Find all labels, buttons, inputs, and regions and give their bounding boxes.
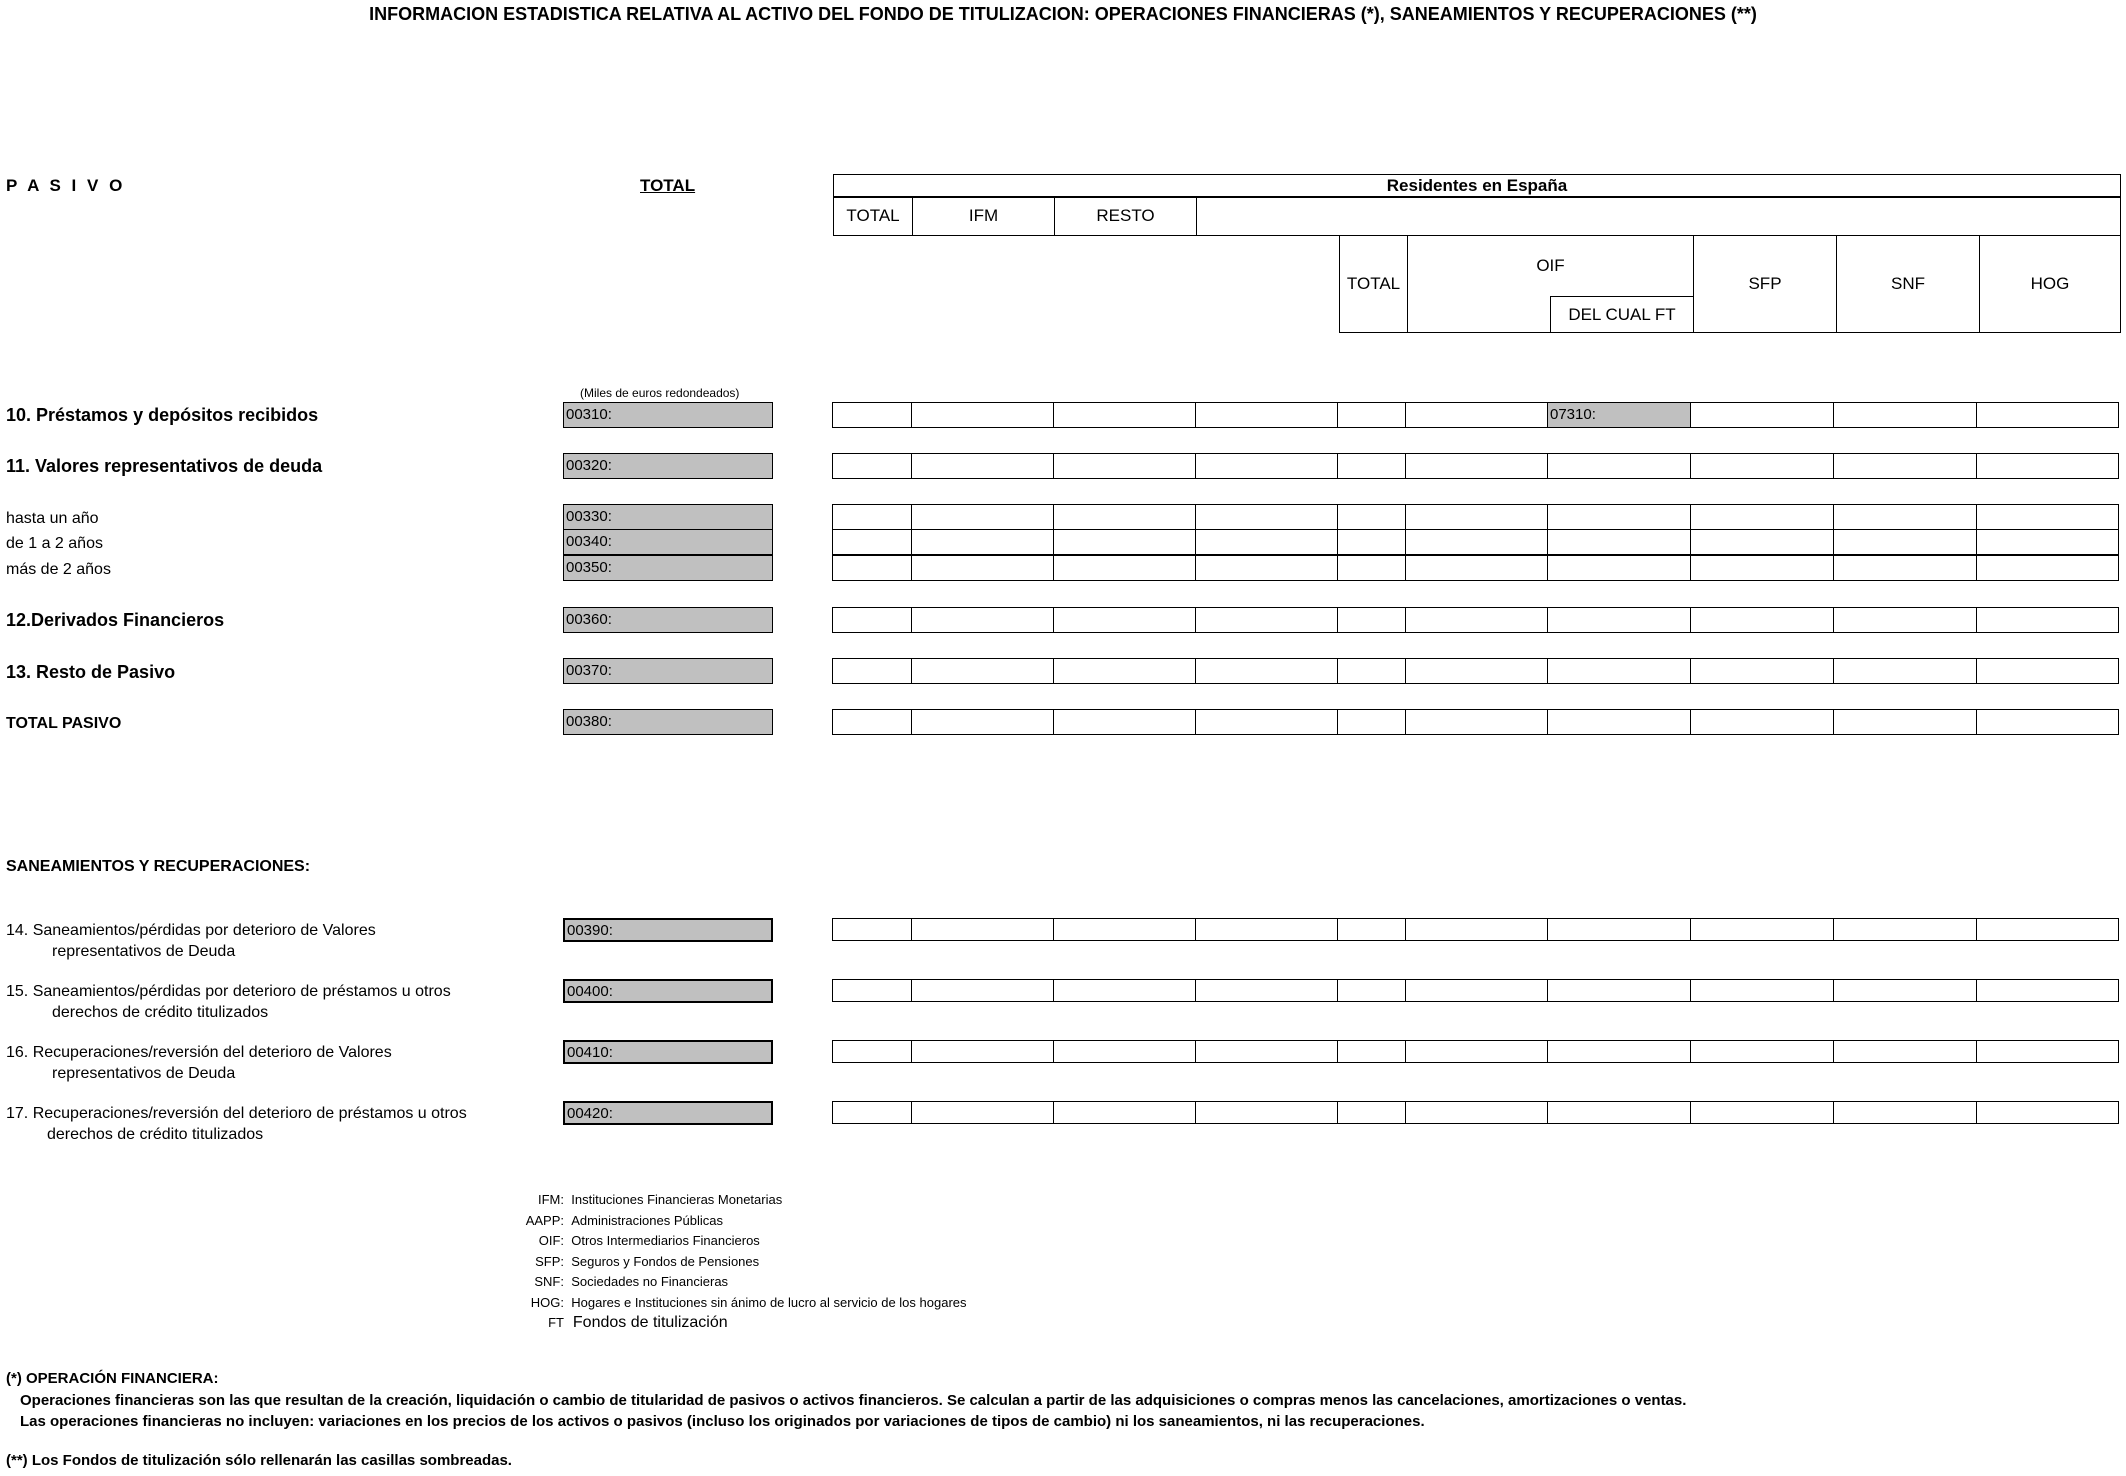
cell-del-cual-ft[interactable]	[1547, 918, 1691, 941]
san-label-400-line2: derechos de crédito titulizados	[52, 1004, 269, 1021]
cell-snf[interactable]	[1833, 918, 1977, 941]
code-field-400[interactable]: 00400:	[563, 979, 773, 1003]
cell-row-420	[833, 1101, 2119, 1124]
cell-total[interactable]	[832, 709, 912, 735]
row-label-380: TOTAL PASIVO	[6, 715, 122, 732]
cell-sfp[interactable]	[1690, 979, 1834, 1002]
san-label-410-line2: representativos de Deuda	[52, 1065, 236, 1082]
cell-resto[interactable]	[1053, 555, 1196, 581]
cell-oif[interactable]	[1405, 529, 1548, 555]
cell-sfp[interactable]	[1690, 402, 1834, 428]
cell-ifm[interactable]	[911, 1040, 1054, 1063]
footnote-op-line2: Las operaciones financieras no incluyen: variaciones en los precios de los activos o pasivos (incluso los originados por variaciones de tipos de cambio) ni los saneamientos, ni las recuperaciones.	[20, 1413, 1425, 1430]
cell-del-cual-ft[interactable]	[1547, 453, 1691, 479]
code-field-310[interactable]: 00310:	[563, 402, 773, 428]
cell-hog[interactable]	[1976, 555, 2119, 581]
cell-ifm[interactable]	[911, 529, 1054, 555]
row-label-340: de 1 a 2 años	[6, 535, 103, 552]
col-header-resto-total: TOTAL	[1339, 235, 1408, 333]
cell-row-340	[833, 529, 2119, 555]
cell-resto-total[interactable]	[1337, 504, 1406, 530]
cell-del-cual-ft[interactable]	[1547, 607, 1691, 633]
cell-snf[interactable]	[1833, 453, 1977, 479]
section-label: P A S I V O	[6, 176, 126, 195]
cell-resto-extra[interactable]	[1195, 709, 1338, 735]
cell-row-410	[833, 1040, 2119, 1063]
cell-hog[interactable]	[1976, 529, 2119, 555]
cell-resto-extra[interactable]	[1195, 1040, 1338, 1063]
legend-item-aapp: AAPP: Administraciones Públicas	[525, 1212, 723, 1228]
cell-resto-total[interactable]	[1337, 555, 1406, 581]
cell-hog[interactable]	[1976, 918, 2119, 941]
col-header-sfp: SFP	[1693, 235, 1837, 333]
cell-ifm[interactable]	[911, 555, 1054, 581]
cell-total[interactable]	[832, 529, 912, 555]
cell-ifm[interactable]	[911, 1101, 1054, 1124]
cell-resto-total[interactable]	[1337, 402, 1406, 428]
cell-oif[interactable]	[1405, 979, 1548, 1002]
cell-resto[interactable]	[1053, 709, 1196, 735]
cell-snf[interactable]	[1833, 607, 1977, 633]
cell-resto[interactable]	[1053, 529, 1196, 555]
san-label-400-line1: 15. Saneamientos/pérdidas por deterioro de préstamos u otros	[6, 983, 451, 1000]
cell-resto-total[interactable]	[1337, 658, 1406, 684]
legend-item-ifm: IFM: Instituciones Financieras Monetarias	[538, 1192, 783, 1207]
col-header-resto-span	[1196, 196, 2121, 236]
cell-resto-total[interactable]	[1337, 529, 1406, 555]
cell-hog[interactable]	[1976, 453, 2119, 479]
cell-sfp[interactable]	[1690, 1040, 1834, 1063]
cell-row-370	[833, 658, 2119, 684]
cell-del-cual-ft[interactable]	[1547, 709, 1691, 735]
cell-oif[interactable]	[1405, 555, 1548, 581]
col-header-del-cual-ft: DEL CUAL FT	[1550, 296, 1694, 333]
legend-item-ft: FT Fondos de titulización	[548, 1314, 728, 1331]
row-label-320: 11. Valores representativos de deuda	[6, 456, 323, 476]
code-field-340[interactable]: 00340:	[563, 529, 773, 555]
cell-sfp[interactable]	[1690, 453, 1834, 479]
cell-hog[interactable]	[1976, 607, 2119, 633]
code-field-390[interactable]: 00390:	[563, 918, 773, 942]
cell-hog[interactable]	[1976, 402, 2119, 428]
cell-total[interactable]	[832, 1040, 912, 1063]
cell-resto-extra[interactable]	[1195, 453, 1338, 479]
cell-hog[interactable]	[1976, 979, 2119, 1002]
cell-snf[interactable]	[1833, 709, 1977, 735]
code-field-420[interactable]: 00420:	[563, 1101, 773, 1125]
units-note: (Miles de euros redondeados)	[580, 386, 740, 400]
cell-resto-extra[interactable]	[1195, 658, 1338, 684]
cell-ifm[interactable]	[911, 658, 1054, 684]
cell-total[interactable]	[832, 658, 912, 684]
legend	[460, 1190, 967, 1334]
cell-resto[interactable]	[1053, 658, 1196, 684]
col-header-snf: SNF	[1836, 235, 1980, 333]
cell-snf[interactable]	[1833, 529, 1977, 555]
cell-resto-extra[interactable]	[1195, 402, 1338, 428]
cell-sfp[interactable]	[1690, 607, 1834, 633]
row-label-370: 13. Resto de Pasivo	[6, 662, 176, 682]
san-label-410	[6, 1042, 392, 1084]
cell-row-390	[833, 918, 2119, 941]
cell-ifm[interactable]	[911, 709, 1054, 735]
cell-total[interactable]	[832, 918, 912, 941]
cell-row-380	[833, 709, 2119, 735]
cell-del-cual-ft[interactable]	[1547, 1101, 1691, 1124]
cell-ifm[interactable]	[911, 504, 1054, 530]
cell-row-320	[833, 453, 2119, 479]
row-label-330: hasta un año	[6, 510, 99, 527]
code-field-380[interactable]: 00380:	[563, 709, 773, 735]
cell-resto[interactable]	[1053, 402, 1196, 428]
col-header-oif: OIF	[1407, 235, 1694, 333]
cell-resto-total[interactable]	[1337, 979, 1406, 1002]
cell-del-cual-ft[interactable]	[1547, 979, 1691, 1002]
legend-item-sfp: SFP: Seguros y Fondos de Pensiones	[535, 1253, 760, 1269]
cell-del-cual-ft[interactable]	[1547, 1040, 1691, 1063]
cell-sfp[interactable]	[1690, 658, 1834, 684]
cell-oif[interactable]	[1405, 1101, 1548, 1124]
code-field-350[interactable]: 00350:	[563, 555, 773, 581]
code-field-330[interactable]: 00330:	[563, 504, 773, 530]
cell-snf[interactable]	[1833, 979, 1977, 1002]
cell-del-cual-ft[interactable]	[1547, 555, 1691, 581]
cell-hog[interactable]	[1976, 504, 2119, 530]
cell-resto-total[interactable]	[1337, 453, 1406, 479]
total-header: TOTAL	[640, 176, 696, 195]
cell-sfp[interactable]	[1690, 918, 1834, 941]
page-title: INFORMACION ESTADISTICA RELATIVA AL ACTIVO DEL FONDO DE TITULIZACION: OPERACIONES FINANCIERAS (*), SANEAMIENTOS Y RECUPERACIONES (**)	[369, 4, 1757, 24]
row-label-360: 12.Derivados Financieros	[6, 610, 225, 630]
code-field-370[interactable]: 00370:	[563, 658, 773, 684]
cell-ifm[interactable]	[911, 918, 1054, 941]
col-header-ifm: IFM	[912, 196, 1055, 236]
cell-oif[interactable]	[1405, 709, 1548, 735]
cell-oif[interactable]	[1405, 918, 1548, 941]
cell-resto[interactable]	[1053, 918, 1196, 941]
cell-resto-extra[interactable]	[1195, 918, 1338, 941]
cell-resto-extra[interactable]	[1195, 529, 1338, 555]
cell-resto-total[interactable]	[1337, 1101, 1406, 1124]
legend-item-snf: SNF: Sociedades no Financieras	[534, 1274, 729, 1289]
cell-row-310	[833, 402, 2119, 428]
legend-item-oif: OIF: Otros Intermediarios Financieros	[538, 1233, 760, 1248]
san-label-420	[6, 1103, 467, 1145]
cell-resto[interactable]	[1053, 453, 1196, 479]
cell-oif[interactable]	[1405, 504, 1548, 530]
cell-total[interactable]	[832, 504, 912, 530]
row-label-350: más de 2 años	[6, 561, 111, 578]
code-field-320[interactable]: 00320:	[563, 453, 773, 479]
cell-oif[interactable]	[1405, 607, 1548, 633]
row-label-310: 10. Préstamos y depósitos recibidos	[6, 405, 319, 425]
cell-resto[interactable]	[1053, 1101, 1196, 1124]
san-label-390	[6, 920, 376, 962]
cell-total[interactable]	[832, 555, 912, 581]
san-label-410-line1: 16. Recuperaciones/reversión del deterioro de Valores	[6, 1044, 392, 1061]
cell-total[interactable]	[832, 402, 912, 428]
cell-oif[interactable]	[1405, 1040, 1548, 1063]
col-header-hog: HOG	[1979, 235, 2121, 333]
cell-oif[interactable]	[1405, 402, 1548, 428]
cell-resto-extra[interactable]	[1195, 607, 1338, 633]
cell-sfp[interactable]	[1690, 529, 1834, 555]
residentes-header: Residentes en España	[833, 174, 2121, 198]
cell-hog[interactable]	[1976, 1040, 2119, 1063]
cell-sfp[interactable]	[1690, 709, 1834, 735]
cell-total[interactable]	[832, 453, 912, 479]
cell-resto[interactable]	[1053, 504, 1196, 530]
cell-ifm[interactable]	[911, 402, 1054, 428]
san-label-420-line2: derechos de crédito titulizados	[47, 1126, 264, 1143]
saneamientos-header: SANEAMIENTOS Y RECUPERACIONES:	[6, 858, 311, 875]
cell-row-360	[833, 607, 2119, 633]
cell-total[interactable]	[832, 607, 912, 633]
san-label-400	[6, 981, 451, 1023]
footnote-op-title: (*) OPERACIÓN FINANCIERA:	[6, 1370, 219, 1387]
cell-resto-extra[interactable]	[1195, 504, 1338, 530]
cell-hog[interactable]	[1976, 1101, 2119, 1124]
legend-item-hog: HOG: Hogares e Instituciones sin ánimo de lucro al servicio de los hogares	[530, 1294, 967, 1310]
col-header-resto: RESTO	[1054, 196, 1197, 236]
cell-del-cual-ft[interactable]: 07310:	[1547, 402, 1691, 428]
cell-oif[interactable]	[1405, 658, 1548, 684]
cell-resto-extra[interactable]	[1195, 555, 1338, 581]
cell-hog[interactable]	[1976, 658, 2119, 684]
code-field-410[interactable]: 00410:	[563, 1040, 773, 1064]
cell-resto-total[interactable]	[1337, 607, 1406, 633]
cell-total[interactable]	[832, 1101, 912, 1124]
cell-ifm[interactable]	[911, 453, 1054, 479]
cell-snf[interactable]	[1833, 658, 1977, 684]
cell-row-400	[833, 979, 2119, 1002]
footnote-op-line1: Operaciones financieras son las que resultan de la creación, liquidación o cambio de titularidad de pasivos o activos financieros. Se calculan a partir de las adquisiciones o compras menos las cancelaciones, amortizaciones o ventas.	[20, 1392, 1687, 1409]
cell-snf[interactable]	[1833, 1040, 1977, 1063]
cell-resto[interactable]	[1053, 1040, 1196, 1063]
cell-ifm[interactable]	[911, 607, 1054, 633]
cell-row-330	[833, 504, 2119, 530]
san-label-390-line2: representativos de Deuda	[52, 943, 236, 960]
cell-resto-extra[interactable]	[1195, 1101, 1338, 1124]
cell-resto-total[interactable]	[1337, 1040, 1406, 1063]
san-label-420-line1: 17. Recuperaciones/reversión del deterioro de préstamos u otros	[6, 1105, 467, 1122]
cell-resto-total[interactable]	[1337, 918, 1406, 941]
cell-row-350	[833, 555, 2119, 581]
cell-ifm[interactable]	[911, 979, 1054, 1002]
cell-del-cual-ft[interactable]	[1547, 504, 1691, 530]
cell-hog[interactable]	[1976, 709, 2119, 735]
cell-snf[interactable]	[1833, 402, 1977, 428]
cell-total[interactable]	[832, 979, 912, 1002]
cell-resto-total[interactable]	[1337, 709, 1406, 735]
col-header-total: TOTAL	[833, 196, 913, 236]
cell-del-cual-ft[interactable]	[1547, 658, 1691, 684]
cell-snf[interactable]	[1833, 555, 1977, 581]
san-label-390-line1: 14. Saneamientos/pérdidas por deterioro de Valores	[6, 922, 376, 939]
cell-oif[interactable]	[1405, 453, 1548, 479]
cell-del-cual-ft[interactable]	[1547, 529, 1691, 555]
cell-resto[interactable]	[1053, 607, 1196, 633]
cell-resto[interactable]	[1053, 979, 1196, 1002]
cell-snf[interactable]	[1833, 504, 1977, 530]
cell-resto-extra[interactable]	[1195, 979, 1338, 1002]
cell-sfp[interactable]	[1690, 1101, 1834, 1124]
code-field-360[interactable]: 00360:	[563, 607, 773, 633]
cell-sfp[interactable]	[1690, 555, 1834, 581]
footnote-ft: (**) Los Fondos de titulización sólo rellenarán las casillas sombreadas.	[6, 1452, 512, 1469]
cell-sfp[interactable]	[1690, 504, 1834, 530]
cell-snf[interactable]	[1833, 1101, 1977, 1124]
